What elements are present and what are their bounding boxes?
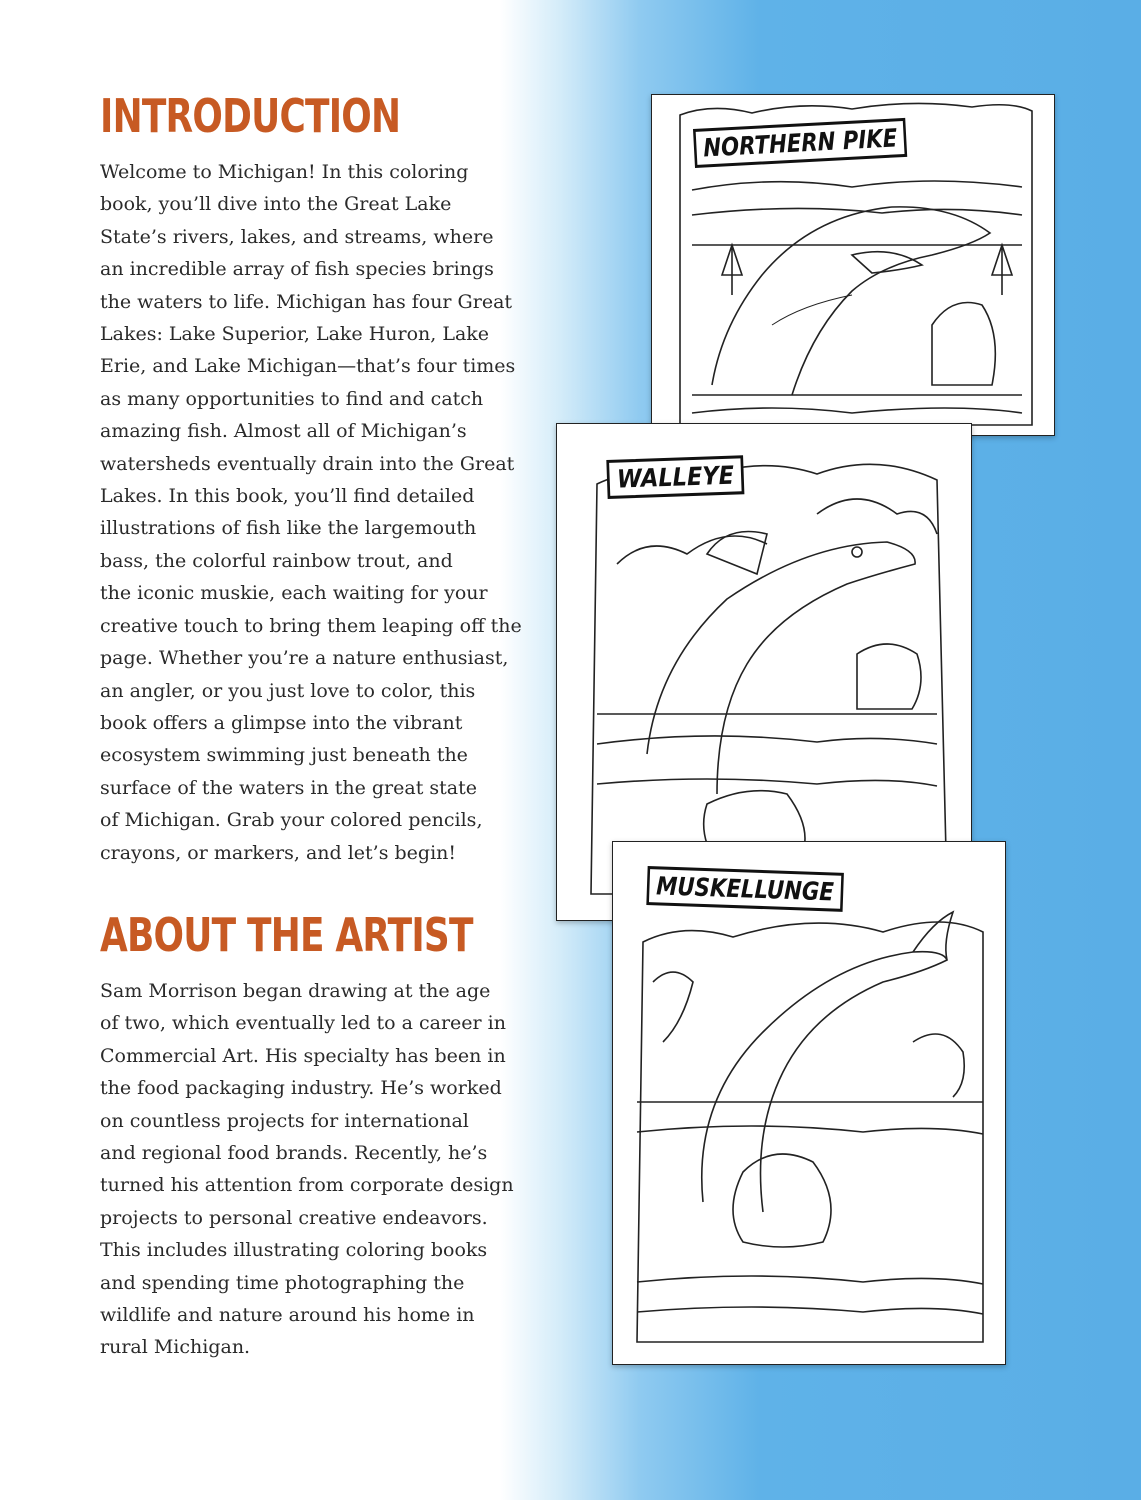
text-column bbox=[100, 90, 550, 1364]
paragraph-line: the waters to life. Michigan has four Great bbox=[100, 290, 513, 313]
paragraph-line: and spending time photographing the bbox=[100, 1271, 465, 1294]
paragraph-line: Sam Morrison began drawing at the age bbox=[100, 979, 491, 1002]
paragraph-line: Erie, and Lake Michigan—that’s four times bbox=[100, 355, 516, 378]
paragraph-line: surface of the waters in the great state bbox=[100, 776, 477, 799]
paragraph-line: as many opportunities to find and catch bbox=[100, 387, 484, 410]
paragraph-line: an angler, or you just love to color, this bbox=[100, 679, 476, 702]
paragraph-line: an incredible array of fish species brings bbox=[100, 258, 494, 281]
paragraph-line: and regional food brands. Recently, he’s bbox=[100, 1141, 488, 1164]
introduction-paragraph bbox=[100, 156, 550, 869]
paragraph-line: illustrations of fish like the largemouth bbox=[100, 517, 477, 540]
paragraph-line: ecosystem swimming just beneath the bbox=[100, 744, 468, 767]
paragraph-line: book offers a glimpse into the vibrant bbox=[100, 711, 463, 734]
paragraph-line: State’s rivers, lakes, and streams, where bbox=[100, 225, 494, 248]
introduction-heading: INTRODUCTION bbox=[100, 89, 401, 143]
paragraph-line: turned his attention from corporate design bbox=[100, 1174, 514, 1197]
paragraph-line: creative touch to bring them leaping off the bbox=[100, 614, 522, 637]
paragraph-line: Welcome to Michigan! In this coloring bbox=[100, 161, 469, 183]
coloring-page-northern-pike bbox=[651, 94, 1055, 436]
paragraph-line: bass, the colorful rainbow trout, and bbox=[100, 549, 453, 572]
paragraph-line: Lakes: Lake Superior, Lake Huron, Lake bbox=[100, 323, 490, 346]
paragraph-line: on countless projects for international bbox=[100, 1109, 469, 1132]
paragraph-line: This includes illustrating coloring books bbox=[100, 1239, 488, 1262]
northern-pike-label: NORTHERN PIKE bbox=[693, 118, 908, 168]
about-artist-paragraph bbox=[100, 975, 550, 1364]
paragraph-line: the iconic muskie, each waiting for your bbox=[100, 582, 488, 605]
paragraph-line: amazing fish. Almost all of Michigan’s bbox=[100, 420, 467, 443]
about-artist-heading: ABOUT THE ARTIST bbox=[100, 907, 473, 962]
paragraph-line: Lakes. In this book, you’ll find detailed bbox=[100, 485, 475, 508]
muskellunge-label: MUSKELLUNGE bbox=[646, 866, 844, 912]
coloring-page-muskellunge bbox=[612, 841, 1006, 1365]
paragraph-line: wildlife and nature around his home in bbox=[100, 1304, 475, 1326]
paragraph-line: book, you’ll dive into the Great Lake bbox=[100, 193, 452, 216]
paragraph-line: of Michigan. Grab your colored pencils, bbox=[100, 809, 483, 832]
walleye-label: WALLEYE bbox=[606, 455, 744, 499]
paragraph-line: watersheds eventually drain into the Great bbox=[100, 452, 515, 475]
paragraph-line: of two, which eventually led to a career in bbox=[100, 1012, 506, 1035]
paragraph-line: rural Michigan. bbox=[100, 1336, 251, 1359]
muskellunge-illustration bbox=[613, 842, 1005, 1364]
paragraph-line: Commercial Art. His specialty has been in bbox=[100, 1044, 506, 1067]
paragraph-line: projects to personal creative endeavors. bbox=[100, 1206, 488, 1229]
paragraph-line: crayons, or markers, and let’s begin! bbox=[100, 841, 457, 864]
paragraph-line: page. Whether you’re a nature enthusiast, bbox=[100, 647, 509, 670]
paragraph-line: the food packaging industry. He’s worked bbox=[100, 1077, 502, 1100]
